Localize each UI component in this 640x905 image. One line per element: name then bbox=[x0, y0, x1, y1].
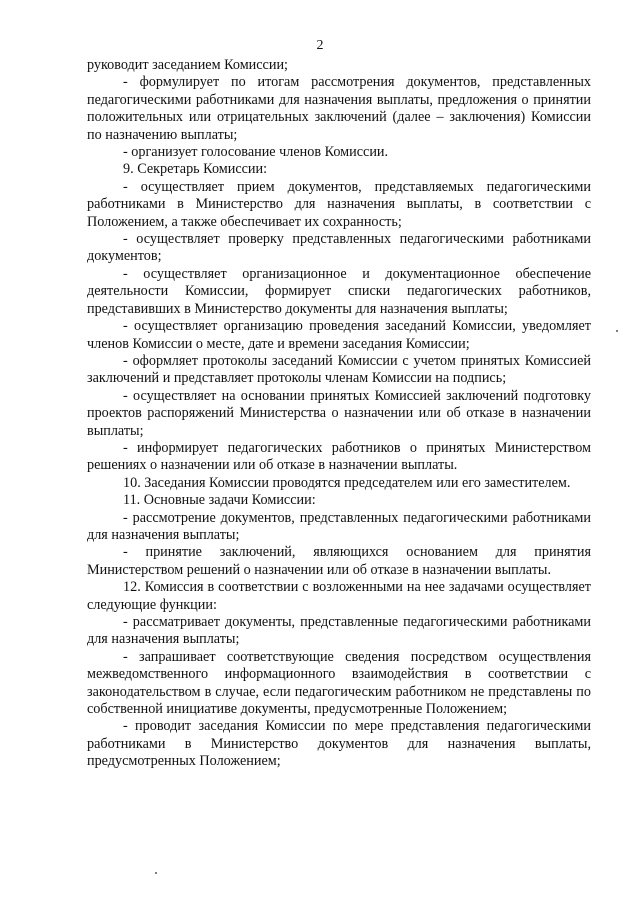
paragraph: - принятие заключений, являющихся основанием для принятия Министерством решений о назначении или об отказе в назначении выплаты. bbox=[87, 544, 591, 578]
section-heading: 10. Заседания Комиссии проводятся председателем или его заместителем. bbox=[123, 474, 571, 491]
section-heading: 12. Комиссия в соответствии с возложенными на нее задачами осуществляет следующие функции: bbox=[87, 579, 591, 613]
paragraph: - осуществляет прием документов, представляемых педагогическими работниками в Министерство для назначения выплаты, в соответствии с Положением, а также обеспечивает их сохранность; bbox=[87, 178, 591, 230]
section-heading: 11. Основные задачи Комиссии: bbox=[123, 492, 316, 509]
paragraph: - оформляет протоколы заседаний Комиссии с учетом принятых Комиссией заключений и представляет протоколы членам Комиссии на подпись; bbox=[87, 352, 591, 387]
paragraph: - рассмотрение документов, представленных педагогическими работниками для назначения выплаты; bbox=[87, 509, 591, 543]
paragraph: - осуществляет организацию проведения заседаний Комиссии, уведомляет членов Комиссии о месте, дате и времени заседания Комиссии; bbox=[87, 318, 591, 352]
paragraph: - организует голосование членов Комиссии. bbox=[123, 144, 389, 161]
paragraph-continuation: руководит заседанием Комиссии; bbox=[87, 57, 288, 73]
paragraph: - рассматривает документы, представленные педагогическими работниками для назначения выплаты; bbox=[87, 614, 591, 648]
scan-speck bbox=[616, 330, 618, 332]
paragraph: - запрашивает соответствующие сведения посредством осуществления межведомственного информационного взаимодействия в соответствии с законодательством в случае, если педагогическим работником не представлены по собственной инициативе документы, предусмотренные Положением; bbox=[87, 648, 591, 718]
paragraph: - осуществляет организационное и документационное обеспечение деятельности Комиссии, формирует списки педагогических работников, представивших в Министерство документы для назначения выплаты; bbox=[87, 265, 591, 317]
paragraph: - осуществляет на основании принятых Комиссией заключений подготовку проектов распоряжений Министерства о назначении или об отказе в назначении выплаты; bbox=[87, 387, 591, 439]
section-heading: 9. Секретарь Комиссии: bbox=[123, 161, 268, 178]
document-body bbox=[87, 57, 591, 771]
paragraph: - проводит заседания Комиссии по мере представления педагогическими работниками в Министерство документов для назначения выплаты, предусмотренных Положением; bbox=[87, 718, 591, 770]
paragraph: - осуществляет проверку представленных педагогическими работниками документов; bbox=[87, 231, 591, 265]
scan-speck bbox=[155, 872, 157, 874]
paragraph: - формулирует по итогам рассмотрения документов, представленных педагогическими работниками для назначения выплаты, предложения о принятии положительных или отрицательных заключений (далее – заключения) Комиссии по назначению выплаты; bbox=[87, 74, 591, 143]
page-number: 2 bbox=[316, 38, 324, 53]
paragraph: - информирует педагогических работников о принятых Министерством решениях о назначении или об отказе в назначении выплаты. bbox=[87, 439, 591, 474]
